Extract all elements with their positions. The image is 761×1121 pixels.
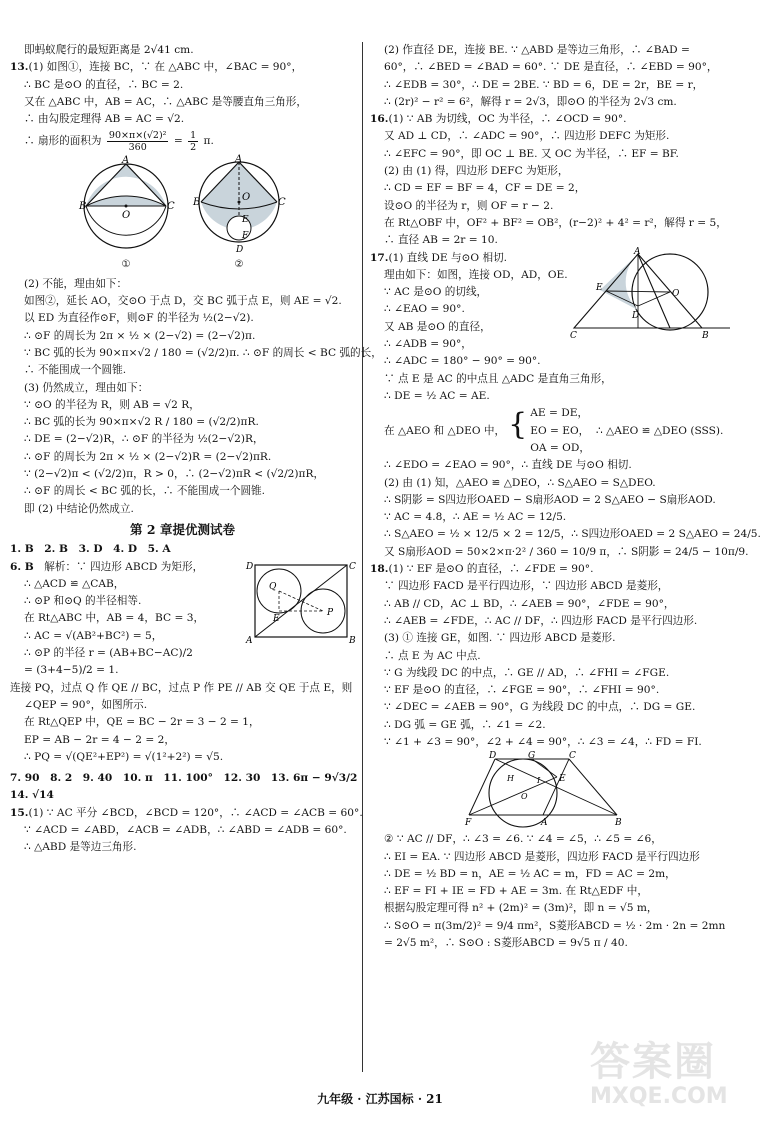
svg-text:O: O — [521, 792, 528, 802]
svg-text:C: C — [570, 330, 577, 341]
svg-text:B: B — [192, 197, 200, 209]
svg-text:O: O — [672, 288, 680, 299]
sector-area-formula: ∴ 扇形的面积为 $\frac{\text{90×π×(√2)²}}{360}$ = $\frac{1}{2}$ π. — [24, 129, 214, 153]
text-line: = (3+4−5)/2 = 1. — [24, 664, 119, 677]
text-line: ∴ 点 E 为 AC 中点. — [384, 649, 481, 662]
text-line: ∵ (2−√2)π < (√2/2)π，R > 0，∴ (2−√2)πR < (√2/2)πR， — [24, 468, 325, 481]
right-column — [370, 42, 761, 952]
svg-text:D: D — [632, 310, 640, 321]
text-line: ∴ ∠ADB = 90°， — [384, 338, 472, 351]
text-line: 又 S扇形AOD = 50×2×π·2² / 360 = 10/9 π，∴ S阴影 = 24/5 − 10π/9. — [384, 545, 749, 558]
text-line: (1) ∵ AC 平分 ∠BCD，∠BCD = 120°，∴ ∠ACD = ∠ACB = 60°. — [28, 806, 363, 819]
column-divider — [362, 42, 363, 1072]
answer-line: 7. 90 8. 2 9. 40 10. π 11. 100° 12. 30 13. 6π − 9√3/2 — [10, 772, 358, 785]
figure-2 — [192, 156, 287, 273]
answer-line: 14. √14 — [10, 789, 54, 802]
text-line: (1) ∵ EF 是⊙O 的直径，∴ ∠FDE = 90°. — [388, 563, 594, 576]
text-line: 在 Rt△QEP 中，QE = BC − 2r = 3 − 2 = 1， — [24, 716, 260, 729]
text-line: (1) 如图①，连接 BC，∵ 在 △ABC 中，∠BAC = 90°， — [28, 61, 303, 74]
figure-q17 — [570, 246, 735, 371]
text-line: (2) 由 (1) 知，△AEO ≌ △DEO，∴ S△AEO = S△DEO. — [384, 476, 656, 489]
question-number: 6. B — [10, 560, 34, 573]
text-line: ∴ ∠EDB = 30°，∴ DE = 2BE. ∵ BD = 6，DE = 2r，BE = r， — [384, 78, 704, 91]
text-line: ∴ ∠EDO = ∠EAO = 90°，∴ 直线 DE 与⊙O 相切. — [384, 459, 632, 472]
svg-text:E: E — [596, 282, 603, 293]
text-line: ∴ 直径 AB = 2r = 10. — [384, 234, 498, 247]
text-line: ∴ ⊙F 的周长为 2π × ½ × (2−√2)R = (2−√2)πR. — [24, 450, 272, 463]
text-line: ∴ S⊙O = π(3m/2)² = 9/4 πm²，S菱形ABCD = ½ · 2m · 2n = 2mn — [384, 919, 726, 932]
svg-text:F: F — [241, 231, 248, 242]
text-line: 又 AD ⊥ CD，∴ ∠ADC = 90°，∴ 四边形 DEFC 为矩形. — [384, 130, 670, 143]
text-line: ∴ BC 是⊙O 的直径，∴ BC = 2. — [24, 78, 184, 91]
svg-text:A: A — [121, 155, 129, 167]
watermark-url: MXQE.COM — [590, 1084, 728, 1109]
text-line: ∴ ⊙F 的周长为 2π × ½ × (2−√2) = (2−√2)π. — [24, 329, 256, 342]
svg-text:A: A — [246, 635, 253, 646]
text-line: (2) 由 (1) 得，四边形 DEFC 为矩形， — [384, 165, 569, 178]
fraction: $\frac{1}{2}$ — [190, 129, 197, 153]
text-line: ∴ ⊙P 和⊙Q 的半径相等. — [24, 595, 142, 608]
question-number: 17. — [370, 251, 389, 264]
text-line: 即 (2) 中结论仍然成立. — [24, 502, 134, 515]
text-line: 60°，∴ ∠BED = ∠BAD = 60°. ∵ DE 是直径，∴ ∠EBD = 90°， — [384, 61, 718, 74]
svg-text:D: D — [235, 245, 243, 256]
svg-text:A: A — [634, 246, 641, 257]
text-line: ∴ ∠ADC = 180° − 90° = 90°. — [384, 355, 541, 368]
text-line: 根据勾股定理可得 n² + (2m)² = (3m)²，即 n = √5 m， — [384, 902, 658, 915]
svg-text:D: D — [489, 751, 497, 762]
text-line: ∵ ∠DEC = ∠AEB = 90°，G 为线段 DC 的中点，∴ DG = GE. — [384, 701, 696, 714]
q6-block — [10, 559, 355, 680]
brace: { — [508, 407, 528, 443]
question-number: 16. — [370, 113, 389, 126]
text-line: ∴ S阴影 = S四边形OAED − S扇形AOD = 2 S△AEO − S扇形AOD. — [384, 493, 716, 506]
text-line: ∠QEP = 90°，如图所示. — [24, 698, 148, 711]
text-line: ∵ ∠1 + ∠3 = 90°，∠2 + ∠4 = 90°，∴ ∠3 = ∠4，∴ FD = FI. — [384, 735, 702, 748]
question-number: 18. — [370, 563, 389, 576]
svg-text:A: A — [234, 154, 242, 166]
text-line: ∴ AC = √(AB²+BC²) = 5， — [24, 629, 163, 642]
text-line: EP = AB − 2r = 4 − 2 = 2， — [24, 733, 175, 746]
figure-q6 — [243, 559, 355, 680]
text-line: ∴ ∠EAO = 90°. — [384, 303, 465, 316]
answer-line: 1. B 2. B 3. D 4. D 5. A — [10, 543, 171, 556]
fraction: $\frac{\text{90×π×(√2)²}}{360}$ — [108, 129, 167, 153]
svg-text:E: E — [273, 613, 280, 624]
text-line: ∴ ⊙P 的半径 r = (AB+BC−AC)/2 — [24, 647, 193, 660]
text-line: 如图②，延长 AO，交⊙O 于点 D，交 BC 弧于点 E，则 AE = √2. — [24, 295, 342, 308]
text-line: ∴ DE = (2−√2)R，∴ ⊙F 的半径为 ½(2−√2)R， — [24, 433, 264, 446]
figure-caption: ① — [121, 259, 131, 271]
svg-text:O: O — [121, 210, 130, 222]
svg-text:C: C — [349, 561, 356, 572]
text-line: 解析：∵ 四边形 ABCD 为矩形， — [44, 560, 204, 573]
text-line: ∵ AC = 4.8，∴ AE = ½ AC = 12/5. — [384, 511, 567, 524]
svg-text:F: F — [465, 818, 472, 829]
text-line: 又 AB 是⊙O 的直径， — [384, 320, 491, 333]
text-line: 又在 △ABC 中，AB = AC，∴ △ABC 是等腰直角三角形， — [24, 95, 307, 108]
text-line: ② ∵ AC // DF，∴ ∠3 = ∠6. ∵ ∠4 = ∠5，∴ ∠5 = ∠6， — [384, 833, 662, 846]
q17-block — [370, 246, 740, 371]
text-line: ∴ △ABD 是等边三角形. — [24, 841, 137, 854]
svg-text:B: B — [702, 330, 709, 341]
text-line: ∴ EF = FI + IE = FD + AE = 3m. 在 Rt△EDF 中， — [384, 885, 648, 898]
text-line: 设⊙O 的半径为 r，则 OF = r − 2. — [384, 199, 554, 212]
text-line: 即蚂蚁爬行的最短距离是 2√41 cm. — [24, 44, 194, 56]
text-line: ∵ BC 弧的长为 90×π×√2 / 180 = (√2/2)π. ∴ ⊙F 的周长 < BC 弧的长， — [24, 346, 382, 359]
page-footer: 九年级 · 江苏国标 · 21 — [317, 1092, 443, 1106]
text-line: ∴ DG 弧 = GE 弧，∴ ∠1 = ∠2. — [384, 718, 546, 731]
text-line: (2) 不能，理由如下： — [24, 277, 128, 290]
text-line: 连接 PQ，过点 Q 作 QE // BC，过点 P 作 PE // AB 交 QE 于点 E，则 — [10, 681, 353, 694]
text-line: ∴ 由勾股定理得 AB = AC = √2. — [24, 113, 185, 126]
svg-text:B: B — [615, 818, 622, 829]
text-line: (1) 直线 DE 与⊙O 相切. — [388, 251, 508, 264]
text-line: ∴ EI = EA. ∵ 四边形 ABCD 是菱形，四边形 FACD 是平行四边形 — [384, 850, 700, 863]
svg-text:D: D — [246, 561, 254, 572]
text-line: ∵ G 为线段 DC 的中点，∴ GE // AD，∴ ∠FHI = ∠FGE. — [384, 666, 670, 679]
text-line: 以 ED 为直径作⊙F，则⊙F 的半径为 ½(2−√2). — [24, 312, 254, 325]
figure-caption: ② — [234, 259, 244, 271]
text-line: ∴ BC 弧的长为 90×π×√2 R / 180 = (√2/2)πR. — [24, 416, 259, 429]
svg-text:P: P — [327, 607, 334, 618]
watermark — [590, 1040, 745, 1120]
text-line: ∴ AB // CD，AC ⊥ BD，∴ ∠AEB = 90°，∠FDE = 90°， — [384, 597, 675, 610]
text-line: 理由如下：如图，连接 OD，AD，OE. — [384, 268, 568, 281]
text-line: ∴ ∠AEB = ∠FDE，∴ AC // DF，∴ 四边形 FACD 是平行四边形. — [384, 614, 698, 627]
text-line: ∵ ⊙O 的半径为 R，则 AB = √2 R， — [24, 398, 200, 411]
svg-text:E: E — [559, 774, 566, 785]
svg-text:Q: Q — [269, 581, 277, 592]
text-line: ∵ EF 是⊙O 的直径，∴ ∠FGE = 90°，∴ ∠FHI = 90°. — [384, 684, 660, 697]
text-line: (3) ① 连接 GE，如图. ∵ 四边形 ABCD 是菱形. — [384, 632, 616, 645]
watermark-logo-text: 答案圈 — [590, 1039, 716, 1085]
figure-1 — [79, 156, 174, 273]
question-number: 15. — [10, 806, 29, 819]
svg-text:E: E — [241, 215, 249, 226]
question-number: 13. — [10, 61, 29, 74]
text-line: ∵ 四边形 FACD 是平行四边形，∵ 四边形 ABCD 是菱形， — [384, 580, 669, 593]
text-line: ∴ (2r)² − r² = 6²，解得 r = 2√3，即⊙O 的半径为 2√3 cm. — [384, 95, 677, 108]
text-line: ∴ DE = ½ BD = n，AE = ½ AC = m，FD = AC = 2m， — [384, 867, 676, 880]
text-line: (2) 作直径 DE，连接 BE. ∵ △ABD 是等边三角形，∴ ∠BAD = — [384, 44, 690, 56]
text-line: ∴ 不能围成一个圆锥. — [24, 364, 127, 377]
text-line: ∵ ∠ACD = ∠ABD，∠ACB = ∠ADB，∴ ∠ABD = ∠ADB = 60°. — [24, 823, 347, 836]
svg-text:O: O — [241, 192, 250, 204]
text-line: 在 Rt△OBF 中，OF² + BF² = OB²，(r−2)² + 4² = r²，解得 r = 5， — [384, 216, 727, 229]
text-line: 在 Rt△ABC 中，AB = 4，BC = 3， — [24, 612, 205, 625]
svg-text:H: H — [507, 774, 514, 784]
chapter-title: 第 2 章提优测试卷 — [130, 521, 235, 537]
text-line: ∵ 点 E 是 AC 的中点且 △ADC 是直角三角形， — [384, 372, 612, 385]
text-line: = 2√5 m²，∴ S⊙O : S菱形ABCD = 9√5 π / 40. — [384, 937, 628, 950]
svg-text:B: B — [78, 201, 86, 213]
svg-text:G: G — [528, 751, 536, 762]
text-line: ∴ DE = ½ AC = AE. — [384, 389, 490, 402]
text-line: (1) ∵ AB 为切线，OC 为半径，∴ ∠OCD = 90°. — [388, 113, 627, 126]
text-line: ∴ ∠EFC = 90°，即 OC ⊥ BE. 又 OC 为半径，∴ EF = BF. — [384, 147, 679, 160]
text-line: ∴ S△AEO = ½ × 12/5 × 2 = 12/5，∴ S四边形OAED = 2 S△AEO = 24/5. — [384, 528, 761, 541]
text-line: ∴ ⊙F 的周长 < BC 弧的长，∴ 不能围成一个圆锥. — [24, 485, 266, 498]
svg-text:I: I — [537, 776, 541, 786]
figure-q18 — [465, 751, 740, 831]
svg-text:C: C — [166, 201, 175, 213]
text-line: ∴ △ACD ≌ △CAB， — [24, 577, 125, 590]
text-line: (3) 仍然成立，理由如下： — [24, 381, 149, 394]
svg-text:C: C — [569, 751, 576, 762]
text-line: ∴ CD = EF = BF = 4，CF = DE = 2， — [384, 182, 586, 195]
svg-text:B: B — [349, 635, 356, 646]
figures-13 — [10, 156, 355, 273]
svg-text:A: A — [541, 818, 548, 829]
text-line: ∵ AC 是⊙O 的切线， — [384, 286, 488, 299]
congruence-block: 在 △AEO 和 △DEO 中， { AE = DE， EO = EO， OA = OD， ∴ △AEO ≌ △DEO (SSS). — [384, 407, 724, 454]
svg-text:C: C — [277, 197, 286, 209]
text-line: ∴ PQ = √(QE²+EP²) = √(1²+2²) = √5. — [24, 750, 224, 763]
